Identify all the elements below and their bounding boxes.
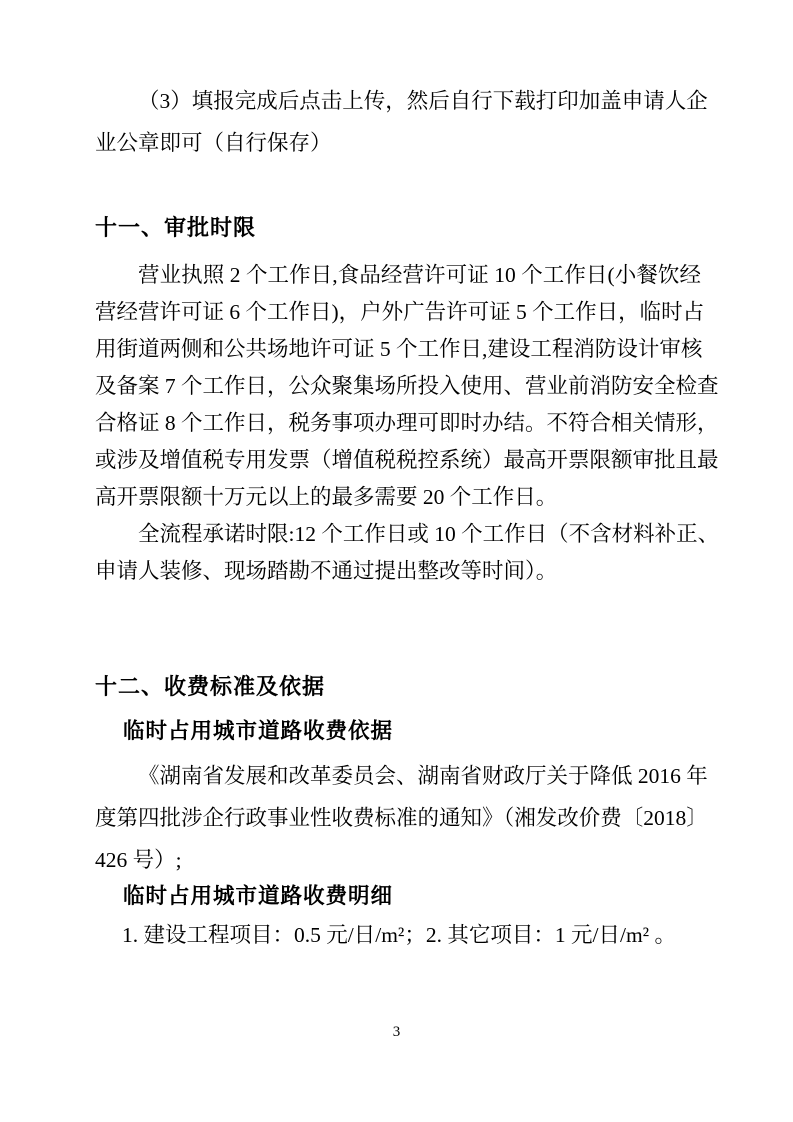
paragraph-line: 度第四批涉企行政事业性收费标准的通知》（湘发改价费〔2018〕 [95, 806, 708, 830]
paragraph-line: 用街道两侧和公共场地许可证 5 个工作日,建设工程消防设计审核 [95, 337, 703, 361]
section-12-subheading-basis: 临时占用城市道路收费依据 [123, 719, 394, 743]
paragraph-line: 全流程承诺时限:12 个工作日或 10 个工作日（不含材料补正、 [138, 522, 720, 546]
paragraph-line: 高开票限额十万元以上的最多需要 20 个工作日。 [95, 485, 558, 509]
paragraph-line: 《湖南省发展和改革委员会、湖南省财政厅关于降低 2016 年 [138, 764, 708, 788]
section-12-heading: 十二、收费标准及依据 [95, 674, 326, 699]
section-12-subheading-details: 临时占用城市道路收费明细 [123, 884, 394, 908]
paragraph-line: 或涉及增值税专用发票（增值税税控系统）最高开票限额审批且最 [95, 448, 719, 472]
paragraph-line: （3）填报完成后点击上传，然后自行下载打印加盖申请人企 [138, 89, 708, 113]
paragraph-line: 业公章即可（自行保存） [95, 131, 332, 155]
intro-paragraph [95, 80, 708, 164]
paragraph-line: 申请人装修、现场踏勘不通过提出整改等时间）。 [95, 559, 558, 583]
paragraph-line: 营经营许可证 6 个工作日)，户外广告许可证 5 个工作日，临时占 [95, 300, 705, 324]
page-number: 3 [392, 1024, 401, 1040]
paragraph-line: 426 号）; [95, 848, 182, 872]
section-12-fee-details [95, 917, 701, 953]
paragraph-line: 合格证 8 个工作日，税务事项办理可即时办结。不符合相关情形， [95, 411, 719, 435]
section-11-body [95, 257, 720, 590]
section-11-heading: 十一、审批时限 [95, 215, 257, 240]
paragraph-line: 1. 建设工程项目：0.5 元/日/m²；2. 其它项目：1 元/日/m² 。 [122, 923, 676, 947]
section-12-citation [95, 755, 708, 881]
paragraph-line: 营业执照 2 个工作日,食品经营许可证 10 个工作日(小餐饮经 [138, 263, 701, 287]
paragraph-line: 及备案 7 个工作日，公众聚集场所投入使用、营业前消防安全检查 [95, 374, 719, 398]
